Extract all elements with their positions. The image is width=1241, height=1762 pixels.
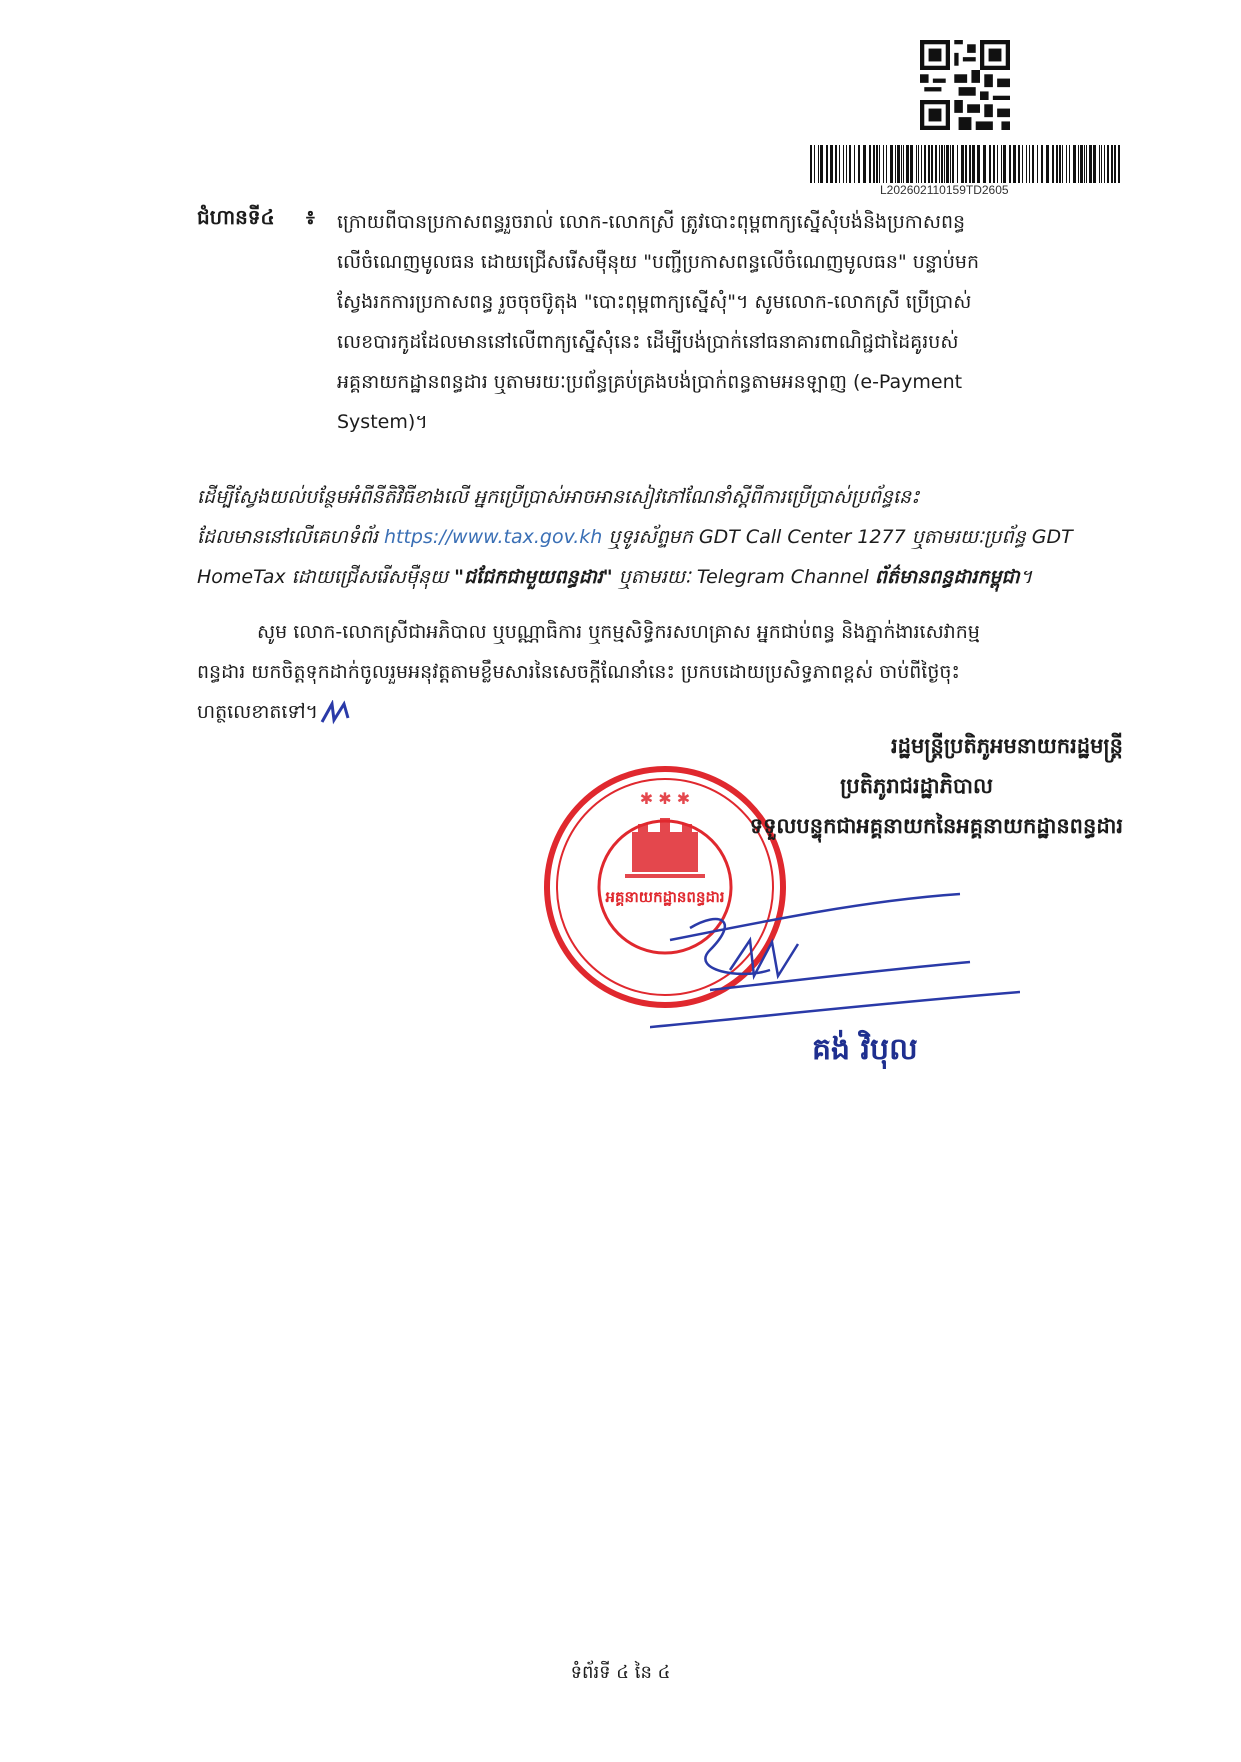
step-line: អគ្គនាយកដ្ឋានពន្ធដារ ឬតាមរយៈប្រព័ន្ធគ្រប់គ្រងបង់ប្រាក់ពន្ធតាមអនឡាញ (e-Payment — [337, 371, 963, 393]
step-line: លើចំណេញមូលធន ដោយជ្រើសរើសម៉ឺនុយ "បញ្ជីប្រកាសពន្ធលើចំណេញមូលធន" បន្ទាប់មក — [337, 251, 980, 273]
qr-code — [920, 40, 1010, 130]
step-line: លេខបារកូដដែលមាននៅលើពាក្យស្នើសុំនេះ ដើម្បីបង់ប្រាក់នៅធនាគារពាណិជ្ជជាដៃគូរបស់ — [337, 331, 959, 353]
signer-name: គង់ វិបុល — [812, 1032, 918, 1067]
info-text: ឬទូរស័ព្ទមក GDT Call Center 1277 ឬតាមរយៈប្រព័ន្ធ GDT — [602, 526, 1073, 548]
step-body — [337, 202, 1127, 442]
info-text: ឬតាមរយៈ Telegram Channel — [612, 566, 875, 588]
step-colon: ៖ — [306, 205, 315, 229]
step-label: ជំហានទី៤ — [197, 205, 275, 229]
closing-paragraph — [197, 612, 1132, 732]
initial-mark — [318, 700, 354, 726]
step-line: ក្រោយពីបានប្រកាសពន្ធរួចរាល់ លោក-លោកស្រី ត្រូវបោះពុម្ពពាក្យស្នើសុំបង់និងប្រកាសពន្ធ — [337, 211, 966, 233]
seal-text: អគ្គនាយកដ្ឋានពន្ធដារ — [605, 888, 725, 906]
step-line: ស្វែងរកការប្រកាសពន្ធ រួចចុចប៊ូតុង "បោះពុម្ពពាក្យស្នើសុំ"។ សូមលោក-លោកស្រី ប្រើប្រាស់ — [337, 291, 972, 313]
info-line: ដើម្បីស្វែងយល់បន្ថែមអំពីនីតិវិធីខាងលើ អ្នកប្រើប្រាស់អាចអានសៀវភៅណែនាំស្តីពីការប្រើប្រាស់ប្រព័ន្ធនេះ — [197, 486, 920, 508]
closing-line: សូម លោក-លោកស្រីជាអភិបាល ឬបណ្ណាធិការ ឬកម្មសិទ្ធិករសហគ្រាស អ្នកជាប់ពន្ធ និងភ្នាក់ងារសេវាកម្ម — [257, 621, 980, 643]
closing-text: ហត្ថលេខាតទៅ។ — [197, 701, 319, 723]
info-text: ដែលមាននៅលើគេហទំព័រ — [197, 526, 384, 548]
info-line — [197, 517, 1132, 557]
svg-text:✱ ✱ ✱: ✱ ✱ ✱ — [639, 789, 691, 808]
info-paragraph — [197, 477, 1132, 597]
website-link[interactable]: https://www.tax.gov.kh — [383, 526, 603, 548]
signatory-title: ប្រតិភូរាជរដ្ឋាភិបាល — [840, 774, 993, 798]
telegram-channel-name: ព័ត៌មានពន្ធដារកម្ពុជា — [874, 566, 1020, 588]
handwritten-signature — [650, 880, 1020, 1040]
signatory-title: ទទួលបន្ទុកជាអគ្គនាយកនៃអគ្គនាយកដ្ឋានពន្ធដារ — [749, 814, 1123, 838]
closing-line: ពន្ធដារ យកចិត្តទុកដាក់ចូលរួមអនុវត្តតាមខ្លឹមសារនៃសេចក្តីណែនាំនេះ ប្រកបដោយប្រសិទ្ធភាពខ្ពស់ ចាប់ពីថ្ងៃចុះ — [197, 661, 960, 683]
page-number: ទំព័រទី ៤ នៃ ៤ — [570, 1662, 671, 1683]
info-line — [197, 557, 1132, 597]
barcode — [808, 145, 1124, 183]
info-text: ។ — [1019, 566, 1033, 588]
signature-block — [750, 726, 1123, 846]
info-text: HomeTax ដោយជ្រើសរើសម៉ឺនុយ — [197, 566, 455, 588]
signatory-title: រដ្ឋមន្ត្រីប្រតិភូអមនាយករដ្ឋមន្ត្រី — [890, 734, 1123, 758]
barcode-number: L202602110159TD2605 — [880, 183, 1009, 197]
chat-menu-name: "ជជែកជាមួយពន្ធដារ" — [454, 566, 613, 588]
step-line: System)។ — [337, 411, 428, 433]
